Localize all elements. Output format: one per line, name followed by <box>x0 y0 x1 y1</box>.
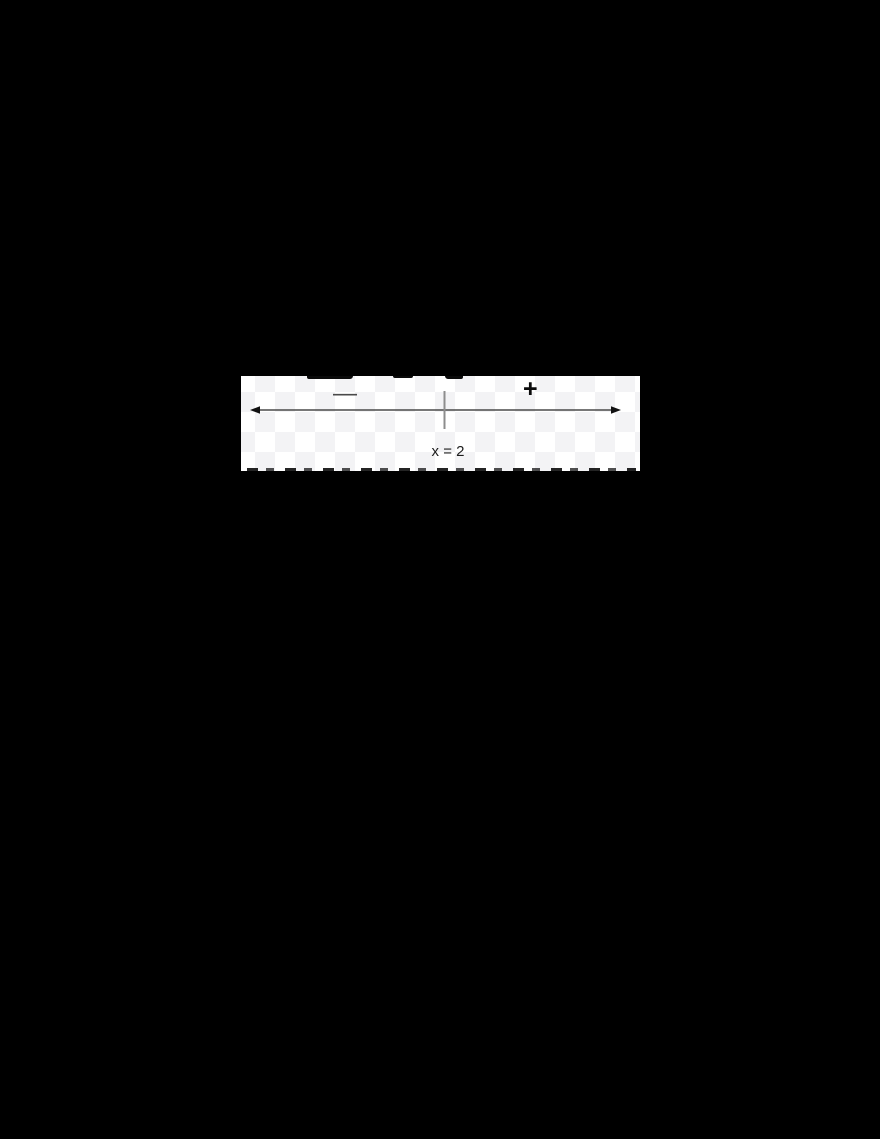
critical-point-label: x = 2 <box>431 443 465 460</box>
negative-sign-label: — <box>333 380 357 407</box>
right-arrowhead-icon <box>611 406 621 414</box>
sign-chart-image <box>241 376 640 471</box>
cropped-text-artifact-bottom <box>247 468 636 471</box>
left-arrowhead-icon <box>250 406 260 414</box>
positive-sign-label: + <box>523 375 538 403</box>
